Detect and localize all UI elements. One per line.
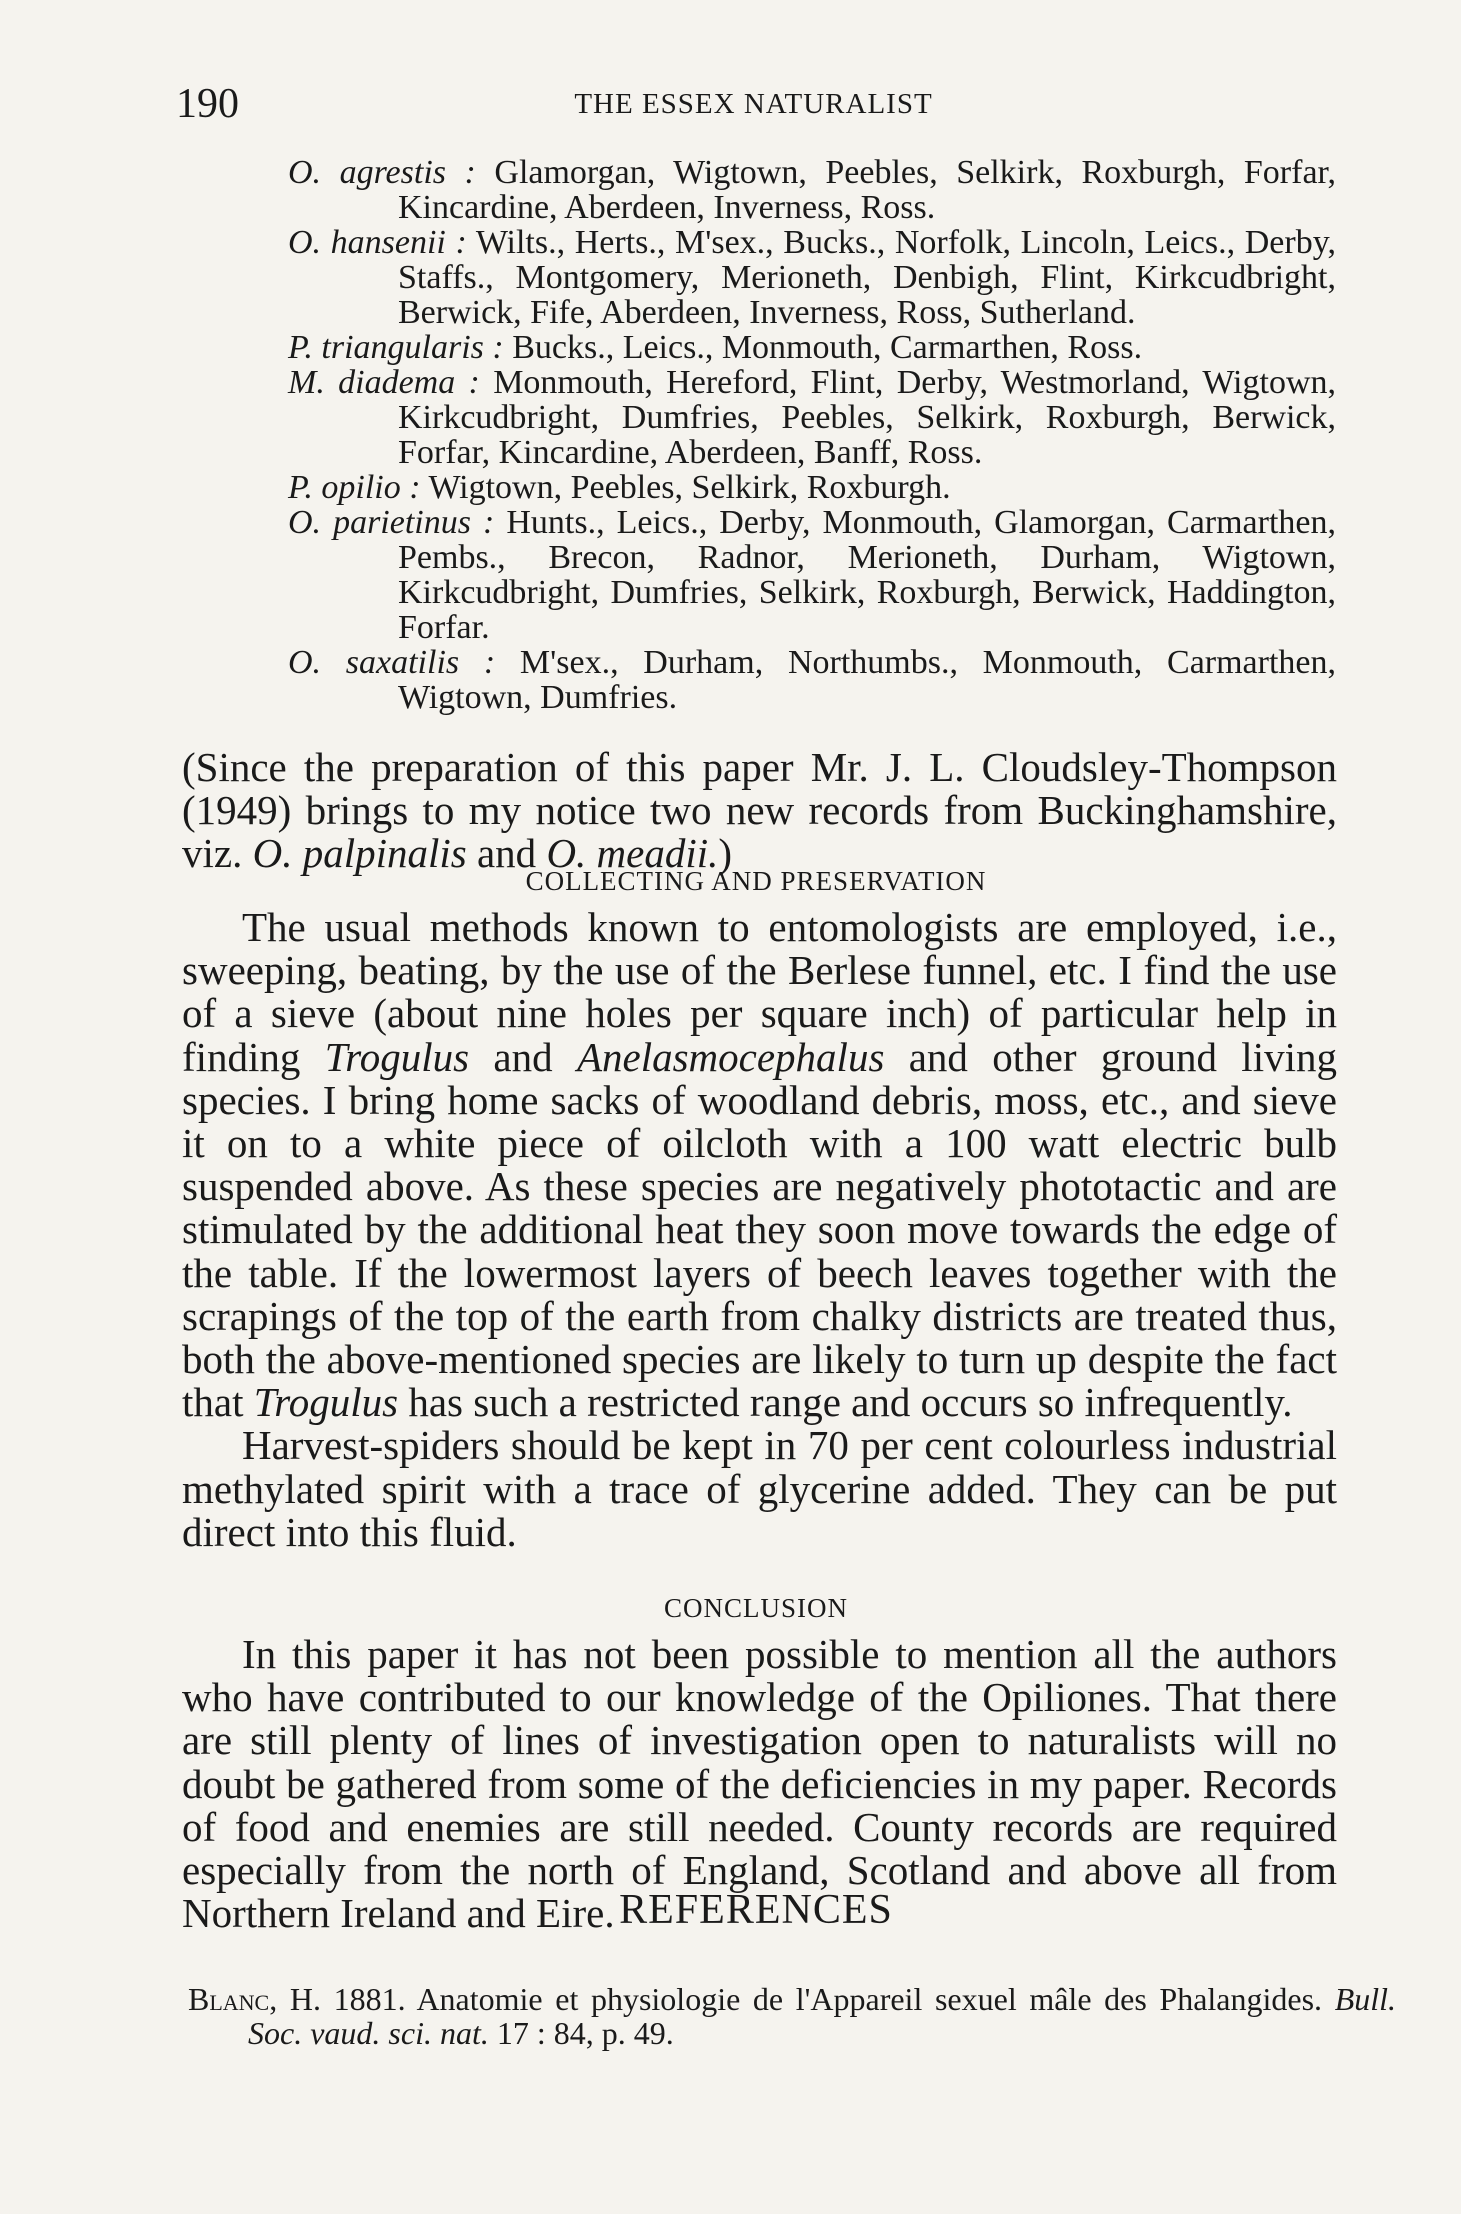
record-entry (288, 645, 1336, 715)
genus-name: Trogulus (324, 1033, 470, 1080)
record-entry (288, 225, 1336, 330)
note-text: (Since the preparation of this paper Mr. J. L. Cloudsley-Thompson (1949) brings to my notice two new records from Buckinghamshire, viz. (182, 744, 1337, 876)
species-name: P. triangularis : (288, 329, 504, 366)
page-header (176, 80, 1331, 130)
species-name: M. diadema : (288, 364, 480, 401)
species-name: O. saxatilis : (288, 644, 496, 681)
localities: M'sex., Durham, Northumbs., Monmouth, Carmarthen, Wigtown, Dumfries. (398, 644, 1337, 716)
text: and other ground living species. I bring home sacks of woodland debris, moss, etc., and sieve it on to a white piece of oilcloth with a 100 watt electric bulb suspended above. As these species are negatively phototactic and are stimulated by the additional heat they soon move towards the edge of the table. If the lowermost layers of beech leaves together with the scrapings of the top of the earth from chalky districts are treated thus, both the above-mentioned species are likely to turn up despite the fact that (182, 1033, 1337, 1426)
editorial-note (182, 746, 1337, 875)
genus-name: Anelasmocephalus (576, 1033, 885, 1080)
note-text: and (466, 830, 547, 876)
record-entry (288, 505, 1336, 645)
paragraph: Harvest-spiders should be kept in 70 per cent colourless industrial methylated spirit with a trace of glycerine added. They can be put direct into this fluid. (182, 1422, 1337, 1555)
localities: Wilts., Herts., M'sex., Bucks., Norfolk, Lincoln, Leics., Derby, Staffs., Montgomery, Merioneth, Denbigh, Flint, Kirkcudbright, Berwick, Fife, Aberdeen, Inverness, Ross, Sutherland. (398, 224, 1336, 331)
species-name: O. hansenii : (288, 224, 467, 261)
paragraph: In this paper it has not been possible to mention all the authors who have contributed to our knowledge of the Opiliones. That there are still plenty of lines of investigation open to naturalists will no doubt be gathered from some of the deficiencies in my paper. Records of food and enemies are still needed. County records are required especially from the north of England, Scotland and above all from Northern Ireland and Eire. (182, 1631, 1337, 1937)
localities: Bucks., Leics., Monmouth, Carmarthen, Ross. (512, 329, 1143, 366)
reference-volume: 17 : 84, p. 49. (488, 2015, 674, 2051)
genus-name: Trogulus (253, 1379, 399, 1426)
localities: Hunts., Leics., Derby, Monmouth, Glamorgan, Carmarthen, Pembs., Brecon, Radnor, Merioneth, Durham, Wigtown, Kirkcudbright, Dumfries, Selkirk, Roxburgh, Berwick, Haddington, Forfar. (398, 504, 1336, 646)
reference-journal: Bull. Soc. vaud. sci. nat. (248, 1981, 1397, 2051)
reference-author: Blanc, H. (188, 1981, 321, 2017)
record-entry (288, 365, 1336, 470)
record-entry (288, 155, 1336, 225)
record-entry (288, 330, 1336, 365)
species-name: O. parietinus : (288, 504, 495, 541)
localities: Glamorgan, Wigtown, Peebles, Selkirk, Roxburgh, Forfar, Kincardine, Aberdeen, Inverness, Ross. (398, 154, 1336, 226)
section-heading-conclusion: CONCLUSION (663, 1593, 848, 1623)
reference-entry (188, 1982, 1396, 2050)
species-name: P. opilio : (288, 469, 421, 506)
species-name: O. palpinalis (252, 830, 467, 876)
text: The usual methods known to entomologists are employed, i.e., sweeping, beating, by the use of the Berlese funnel, etc. I find the use of a sieve (about nine holes per square inch) of particular help in finding (182, 904, 1337, 1080)
page-number: 190 (176, 81, 239, 127)
county-records-list (176, 155, 1336, 715)
section-heading-collecting: COLLECTING AND PRESERVATION (525, 866, 987, 896)
paragraph (182, 906, 1337, 1424)
reference-title: 1881. Anatomie et physiologie de l'Appareil sexuel mâle des Phalangides. (320, 1981, 1335, 2017)
text: has such a restricted range and occurs so infrequently. (398, 1379, 1293, 1426)
localities: Wigtown, Peebles, Selkirk, Roxburgh. (428, 469, 951, 506)
species-name: O. agrestis : (288, 154, 476, 191)
species-name: O. meadii. (546, 830, 719, 876)
references-heading: REFERENCES (619, 1887, 893, 1933)
running-title: THE ESSEX NATURALIST (574, 88, 933, 120)
record-entry (288, 470, 1336, 505)
text: and (469, 1033, 577, 1080)
localities: Monmouth, Hereford, Flint, Derby, Westmorland, Wigtown, Kirkcudbright, Dumfries, Peebles, Selkirk, Roxburgh, Berwick, Forfar, Kincardine, Aberdeen, Banff, Ross. (398, 364, 1336, 471)
collecting-section (182, 906, 1337, 1554)
note-text: ) (718, 830, 733, 876)
